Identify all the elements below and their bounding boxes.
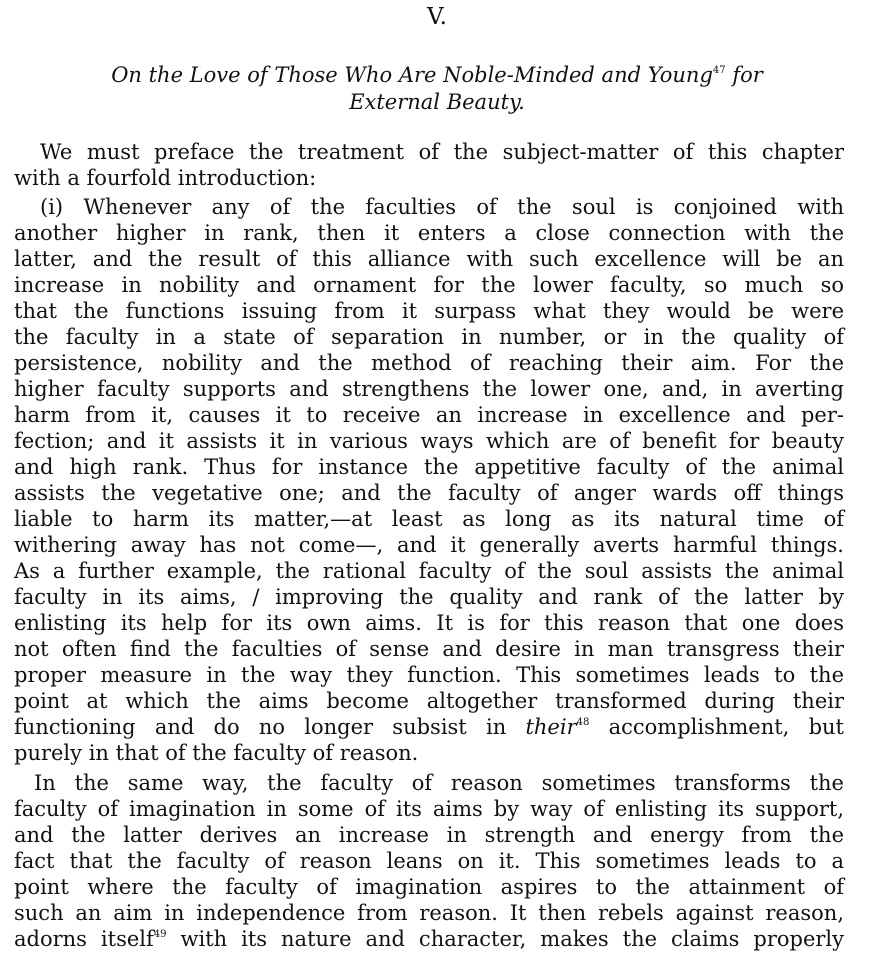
text-line: harm from it, causes it to receive an increase in excellence and per- <box>14 403 844 427</box>
text-line: point where the faculty of imagination aspires to the attainment of <box>14 875 844 899</box>
text-line: As a further example, the rational faculty of the soul assists the animal <box>14 559 844 583</box>
text-line: point at which the aims become altogether transformed during their <box>14 689 844 713</box>
text-line: not often find the faculties of sense and desire in man transgress their <box>14 637 844 661</box>
text-line: proper measure in the way they function. This sometimes leads to the <box>14 663 844 687</box>
text-line: fact that the faculty of reason leans on it. This sometimes leads to a <box>14 849 844 873</box>
text-line: another higher in rank, then it enters a close connection with the <box>14 221 844 245</box>
title-text: On the Love of Those Who Are Noble-Minded and Young <box>111 63 713 87</box>
text-line: withering away has not come—, and it generally averts harmful things. <box>14 533 844 557</box>
text-line: such an aim in independence from reason. It then rebels against reason, <box>14 901 844 925</box>
text-line: faculty of imagination in some of its aims by way of enlisting its support, <box>14 797 844 821</box>
text-line: In the same way, the faculty of reason sometimes transforms the <box>34 771 844 795</box>
italic-word: their <box>525 715 577 739</box>
text-line: enlisting its help for its own aims. It is for this reason that one does <box>14 611 844 635</box>
text-segment: functioning and do no longer subsist in <box>14 715 526 739</box>
text-line: and the latter derives an increase in strength and energy from the <box>14 823 844 847</box>
text-line: with a fourfold introduction: <box>14 166 317 190</box>
text-line: fection; and it assists it in various ways which are of benefit for beauty <box>14 429 844 453</box>
footnote-ref-47: 47 <box>712 65 726 76</box>
text-line: purely in that of the faculty of reason. <box>14 741 419 765</box>
chapter-title-line-1 <box>0 62 874 88</box>
title-text-end: for <box>725 63 763 87</box>
text-segment: accomplishment, but <box>589 715 844 739</box>
text-line: and high rank. Thus for instance the appetitive faculty of the animal <box>14 455 844 479</box>
text-line <box>14 926 844 952</box>
text-segment: adorns itself <box>14 927 154 951</box>
text-line: persistence, nobility and the method of reaching their aim. For the <box>14 351 844 375</box>
text-line: liable to harm its matter,—at least as long as its natural time of <box>14 507 844 531</box>
text-segment: with its nature and character, makes the claims properly <box>166 927 844 951</box>
text-line: increase in nobility and ornament for the lower faculty, so much so <box>14 273 844 297</box>
footnote-ref-48: 48 <box>576 717 590 728</box>
chapter-title-line-2: External Beauty. <box>349 90 525 114</box>
text-line <box>14 714 844 740</box>
text-line: (i) Whenever any of the faculties of the soul is conjoined with <box>40 195 844 219</box>
text-line: higher faculty supports and strengthens the lower one, and, in averting <box>14 377 844 401</box>
text-line: We must preface the treatment of the subject-matter of this chapter <box>40 140 844 164</box>
text-line: faculty in its aims, / improving the quality and rank of the latter by <box>14 585 844 609</box>
text-line: the faculty in a state of separation in number, or in the quality of <box>14 325 844 349</box>
text-line: assists the vegetative one; and the faculty of anger wards off things <box>14 481 844 505</box>
footnote-ref-49: 49 <box>153 929 167 940</box>
text-line: latter, and the result of this alliance with such excellence will be an <box>14 247 844 271</box>
chapter-number: V. <box>427 4 447 30</box>
text-line: that the functions issuing from it surpass what they would be were <box>14 299 844 323</box>
